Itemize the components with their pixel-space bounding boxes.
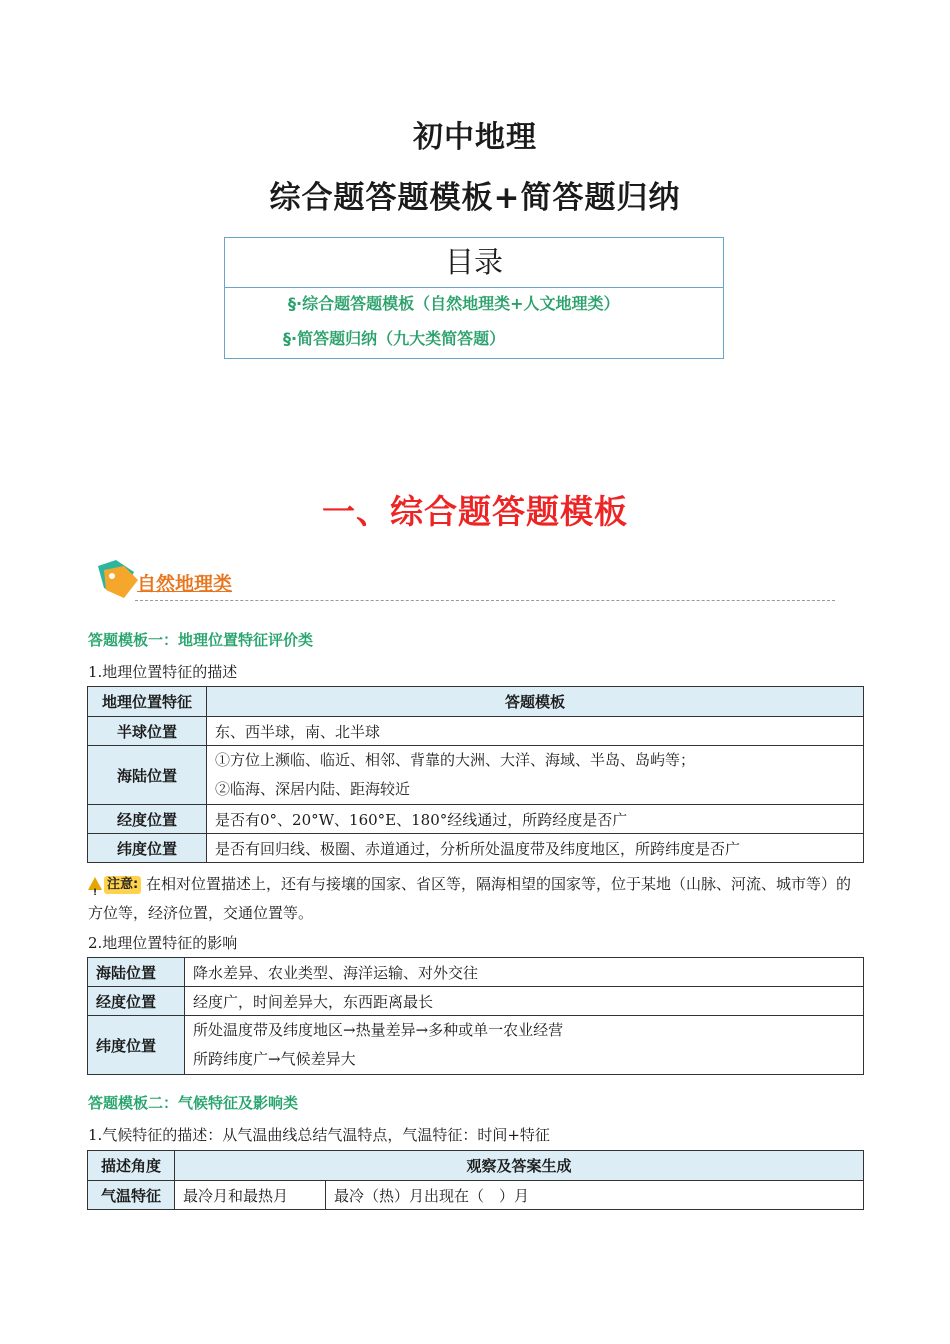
- table-header: 观察及答案生成: [175, 1151, 864, 1181]
- table-row: [88, 805, 864, 834]
- template2-sub1: 1.气候特征的描述：从气温曲线总结气温特点，气温特征：时间+特征: [88, 1126, 550, 1144]
- location-description-table: [87, 686, 864, 863]
- row-value: 是否有0°、20°W、160°E、180°经线通过，所跨经度是否广: [207, 805, 864, 834]
- note-paragraph: [88, 870, 864, 928]
- template2-title: 答题模板二：气候特征及影响类: [88, 1094, 299, 1112]
- row-value-line: ②临海、深居内陆、距海较近: [215, 780, 411, 798]
- template1-sub1: 1.地理位置特征的描述: [88, 663, 238, 681]
- row-value: 最冷月和最热月: [175, 1181, 326, 1210]
- toc-heading: 目录: [225, 238, 723, 288]
- row-label: 气温特征: [88, 1181, 175, 1210]
- table-row: [88, 1181, 864, 1210]
- doc-title-line2: 综合题答题模板+简答题归纳: [269, 180, 681, 216]
- table-row: [88, 958, 864, 987]
- table-row: [88, 987, 864, 1016]
- row-value-line: ①方位上濒临、临近、相邻、背靠的大洲、大洋、海域、半岛、岛屿等；: [215, 751, 696, 769]
- row-value: 降水差异、农业类型、海洋运输、对外交往: [185, 958, 864, 987]
- category-title: 自然地理类: [137, 573, 233, 595]
- location-impact-table: [87, 957, 864, 1075]
- row-label: 纬度位置: [88, 1016, 185, 1075]
- climate-description-table: [87, 1150, 864, 1210]
- toc-item-short-answer[interactable]: §·简答题归纳（九大类简答题）: [283, 329, 506, 348]
- table-row: [88, 746, 864, 805]
- note-text: 在相对位置描述上，还有与接壤的国家、省区等，隔海相望的国家等，位于某地（山脉、河流、城市等）的方位等，经济位置，交通位置等。: [88, 875, 851, 922]
- section-heading: 一、综合题答题模板: [322, 492, 628, 531]
- table-header: 答题模板: [207, 687, 864, 717]
- table-row: [88, 717, 864, 746]
- table-header: 地理位置特征: [88, 687, 207, 717]
- doc-title-line1: 初中地理: [413, 120, 537, 155]
- row-label: 海陆位置: [88, 746, 207, 805]
- table-header: 描述角度: [88, 1151, 175, 1181]
- template1-sub2: 2.地理位置特征的影响: [88, 934, 238, 952]
- table-of-contents: [224, 237, 724, 359]
- row-label: 经度位置: [88, 805, 207, 834]
- note-badge: 注意:: [104, 876, 141, 894]
- row-label: 经度位置: [88, 987, 185, 1016]
- table-row: [88, 834, 864, 863]
- row-value: 是否有回归线、极圈、赤道通过，分析所处温度带及纬度地区，所跨纬度是否广: [207, 834, 864, 863]
- row-value-line: 所处温度带及纬度地区→热量差异→多种或单一农业经营: [193, 1021, 564, 1039]
- row-value: 经度广，时间差异大，东西距离最长: [185, 987, 864, 1016]
- divider: [135, 600, 835, 601]
- row-label: 纬度位置: [88, 834, 207, 863]
- warning-icon: !: [88, 877, 102, 890]
- toc-item-comprehensive[interactable]: §·综合题答题模板（自然地理类+人文地理类）: [288, 294, 620, 313]
- row-value: 最冷（热）月出现在（ ）月: [326, 1181, 864, 1210]
- row-value-line: 所跨纬度广→气候差异大: [193, 1050, 356, 1068]
- table-row: [88, 1016, 864, 1075]
- row-value: 东、西半球，南、北半球: [207, 717, 864, 746]
- row-label: 半球位置: [88, 717, 207, 746]
- template1-title: 答题模板一：地理位置特征评价类: [88, 631, 314, 649]
- row-label: 海陆位置: [88, 958, 185, 987]
